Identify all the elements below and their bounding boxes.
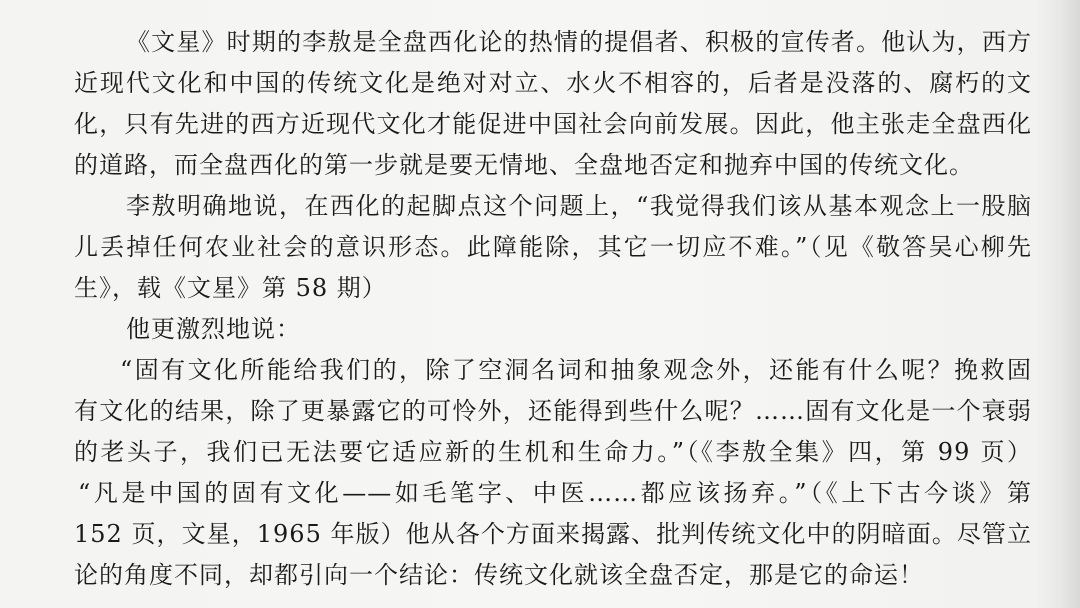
text-line: 152 页，文星，1965 年版）他从各个方面来揭露、批判传统文化中的阴暗面。尽管立 bbox=[74, 520, 1032, 548]
quote-line: “凡是中国的固有文化——如毛笔字、中医……都应该扬弃。”（《上下古今谈》第 bbox=[78, 479, 1032, 507]
text-line: 儿丢掉任何农业社会的意识形态。此障能除，其它一切应不难。”（见《敬答吴心柳先 bbox=[74, 233, 1032, 261]
text-line: 李敖明确地说，在西化的起脚点这个问题上，“我觉得我们该从基本观念上一股脑 bbox=[126, 192, 1032, 220]
text-line: 他更激烈地说： bbox=[126, 315, 301, 343]
text-line: 生》，载《文星》第 58 期） bbox=[74, 274, 387, 302]
document-text bbox=[74, 22, 1032, 596]
text-line: 论的角度不同，却都引向一个结论：传统文化就该全盘否定，那是它的命运！ bbox=[74, 561, 924, 589]
text-line: 的道路，而全盘西化的第一步就是要无情地、全盘地否定和抛弃中国的传统文化。 bbox=[74, 151, 974, 179]
quote-line: 有文化的结果，除了更暴露它的可怜外，还能得到些什么呢？……固有文化是一个衰弱 bbox=[74, 397, 1032, 425]
quote-line: 的老头子，我们已无法要它适应新的生机和生命力。”（《李敖全集》四，第 99 页） bbox=[74, 438, 1032, 466]
page-edge-shadow bbox=[1036, 0, 1080, 608]
text-line: 化，只有先进的西方近现代文化才能促进中国社会向前发展。因此，他主张走全盘西化 bbox=[74, 110, 1032, 138]
quote-line: “固有文化所能给我们的，除了空洞名词和抽象观念外，还能有什么呢？挽救固 bbox=[120, 356, 1032, 384]
text-line: 《文星》时期的李敖是全盘西化论的热情的提倡者、积极的宣传者。他认为，西方 bbox=[126, 28, 1032, 56]
text-line: 近现代文化和中国的传统文化是绝对对立、水火不相容的，后者是没落的、腐朽的文 bbox=[74, 69, 1032, 97]
